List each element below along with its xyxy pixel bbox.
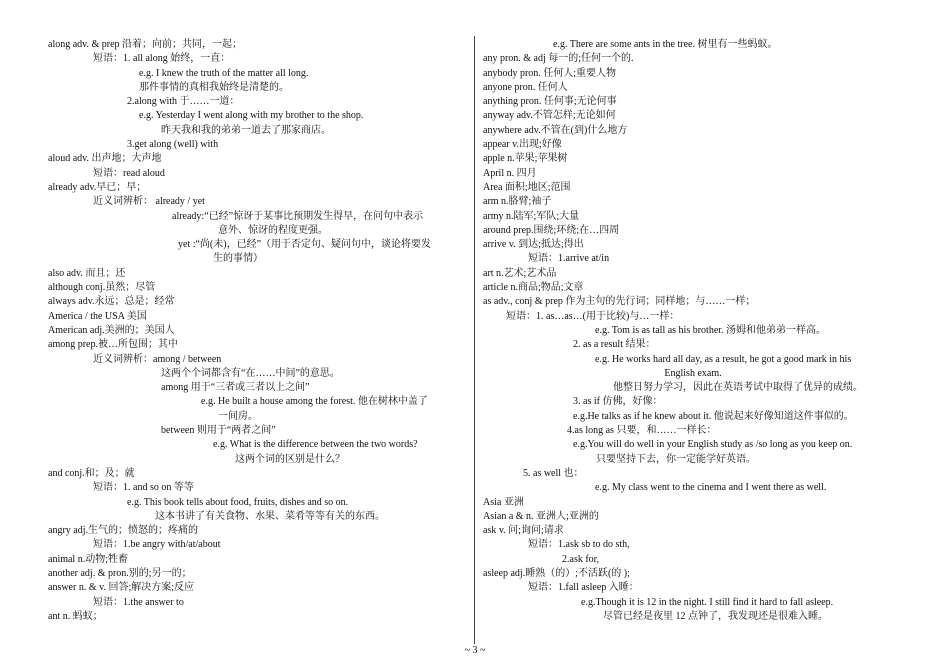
- entry-line: 只要坚持下去，你一定能学好英语。: [596, 453, 756, 465]
- entry-line: although conj.虽然；尽管: [48, 282, 156, 294]
- entry-line: e.g.He talks as if he knew about it. 他说起来好像知道这件事似的。: [573, 410, 854, 422]
- entry-line: animal n.动物;牲畜: [48, 553, 128, 565]
- entry-line: 那件事情的真相我始终是清楚的。: [139, 81, 289, 93]
- entry-line: e.g. He built a house among the forest. 他在树林中盖了: [201, 396, 428, 408]
- page-number: ~ 3 ~: [464, 645, 486, 656]
- entry-line: and conj.和；及；就: [48, 467, 135, 479]
- entry-line: among prep.被…所包围；其中: [48, 339, 178, 351]
- column-divider: [474, 36, 475, 644]
- entry-line: America / the USA 美国: [48, 310, 147, 322]
- right-column: [483, 38, 903, 624]
- entry-line: English exam.: [664, 367, 722, 379]
- entry-line: ant n. 蚂蚁；: [48, 610, 103, 622]
- entry-line: 短语：1.ask sb to do sth,: [528, 539, 630, 551]
- entry-line: any pron. & adj 每一的;任何一个的.: [483, 53, 634, 65]
- entry-line: ask v. 问;询问;请求: [483, 525, 564, 537]
- entry-line: e.g. He works hard all day, as a result, he got a good mark in his: [595, 353, 852, 365]
- entry-line: 2. as a result 结果：: [573, 339, 656, 351]
- entry-line: anybody pron. 任何人;重要人物: [483, 67, 617, 79]
- entry-line: 生的事情）: [213, 253, 263, 265]
- entry-line: 3.get along (well) with: [127, 139, 219, 151]
- entry-line: art n.艺术;艺术品: [483, 267, 557, 279]
- entry-line: e.g. Tom is as tall as his brother. 汤姆和他弟弟一样高。: [595, 324, 827, 336]
- entry-line: 一间房。: [218, 410, 258, 422]
- entry-line: already adv.早已；早；: [48, 181, 147, 193]
- entry-line: 短语：1. all along 始终，一直：: [93, 53, 231, 65]
- entry-line: anyway adv.不管怎样;无论如何: [483, 110, 616, 122]
- entry-line: also adv. 而且；还: [48, 267, 126, 279]
- entry-line: e.g. There are some ants in the tree. 树里有一些蚂蚁。: [553, 39, 778, 50]
- entry-line: 短语：1.fall asleep 入睡：: [528, 582, 639, 594]
- entry-line: aloud adv. 出声地；大声地: [48, 153, 162, 165]
- entry-line: Asian a & n. 亚洲人;亚洲的: [483, 510, 599, 522]
- entry-line: anywhere adv.不管在(到)什么地方: [483, 124, 628, 136]
- entry-line: e.g. Yesterday I went along with my brother to the shop.: [139, 110, 364, 122]
- entry-line: around prep.围绕;环绕;在…四周: [483, 224, 620, 236]
- entry-line: 4.as long as 只要，和……一样长：: [567, 425, 717, 437]
- entry-line: 短语：1. as…as…(用于比较)与…一样：: [506, 310, 680, 322]
- entry-line: Area 面积;地区;范围: [483, 181, 571, 193]
- entry-line: anyone pron. 任何人: [483, 81, 568, 93]
- entry-line: e.g. I knew the truth of the matter all long.: [139, 67, 309, 79]
- entry-line: anything pron. 任何事;无论何事: [483, 96, 617, 108]
- entry-line: arrive v. 到达;抵达;得出: [483, 239, 584, 251]
- entry-line: 近义词辨析：among / between: [93, 353, 222, 365]
- left-column: [48, 38, 466, 624]
- entry-line: arm n.胳臂;袖子: [483, 196, 552, 208]
- entry-line: 5. as well 也：: [523, 467, 584, 479]
- entry-line: 近义词辨析： already / yet: [93, 196, 205, 208]
- entry-line: yet :“尚(未)，已经”（用于否定句、疑问句中，谈论将要发: [178, 239, 432, 251]
- entry-line: Asia 亚洲: [483, 496, 524, 508]
- entry-line: appear v.出现;好像: [483, 139, 562, 151]
- entry-line: 3. as if 仿佛，好像：: [573, 396, 663, 408]
- entry-line: e.g. This book tells about food, fruits, dishes and so on.: [127, 496, 349, 508]
- entry-line: asleep adj.睡熟（的）;不活跃(的 );: [483, 567, 630, 579]
- entry-line: army n.陆军;军队;大量: [483, 210, 580, 222]
- entry-line: April n. 四月: [483, 167, 537, 179]
- entry-line: 意外、惊讶的程度更强。: [218, 224, 328, 236]
- entry-line: another adj. & pron.别的;另一的；: [48, 567, 192, 579]
- entry-line: e.g. What is the difference between the two words?: [213, 439, 418, 451]
- entry-line: 短语：read aloud: [93, 167, 165, 179]
- entry-line: 短语：1.be angry with/at/about: [93, 539, 221, 551]
- entry-line: 2.along with 于……一道：: [127, 96, 240, 108]
- entry-line: as adv., conj & prep 作为主句的先行词；同样地；与……一样；: [483, 296, 756, 308]
- entry-line: 2.ask for,: [562, 553, 600, 565]
- entry-line: already:“已经”惊讶于某事比预期发生得早，在问句中表示: [172, 210, 424, 222]
- entry-line: 这本书讲了有关食物、水果、菜肴等等有关的东西。: [155, 510, 385, 522]
- entry-line: 这两个词的区别是什么？: [235, 453, 345, 465]
- entry-line: e.g.Though it is 12 in the night. I still find it hard to fall asleep.: [581, 596, 834, 608]
- entry-line: 短语：1.arrive at/in: [528, 253, 610, 265]
- entry-line: 短语：1.the answer to: [93, 596, 184, 608]
- entry-line: apple n.苹果;苹果树: [483, 153, 568, 165]
- entry-line: 昨天我和我的弟弟一道去了那家商店。: [161, 124, 331, 136]
- entry-line: angry adj.生气的；愤怒的；疼痛的: [48, 525, 198, 537]
- entry-line: e.g. My class went to the cinema and I went there as well.: [595, 482, 827, 494]
- entry-line: always adv.永远；总是；经常: [48, 296, 175, 308]
- entry-line: American adj.美洲的；美国人: [48, 324, 175, 336]
- entry-line: article n.商品;物品;文章: [483, 282, 584, 294]
- entry-line: 短语：1. and so on 等等: [93, 482, 194, 494]
- entry-line: 这两个个词都含有“在……中间”的意思。: [161, 367, 340, 379]
- entry-line: answer n. & v. 回答;解决方案;反应: [48, 582, 195, 594]
- entry-line: among 用于“三者或三者以上之间”: [161, 382, 310, 394]
- entry-line: between 则用于“两者之间”: [161, 425, 276, 437]
- entry-line: 尽管已经是夜里 12 点钟了，我发现还是很难入睡。: [603, 610, 828, 622]
- entry-line: 他整日努力学习，因此在英语考试中取得了优异的成绩。: [613, 382, 863, 394]
- entry-line: e.g.You will do well in your English study as /so long as you keep on.: [573, 439, 853, 451]
- entry-line: along adv. & prep 沿着；向前；共同，一起；: [48, 39, 243, 50]
